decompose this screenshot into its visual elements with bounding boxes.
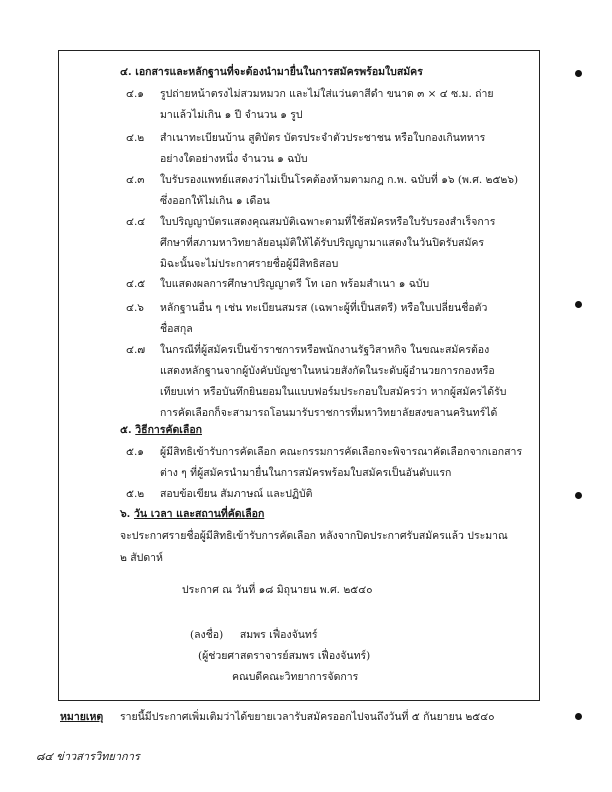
item-line: แสดงหลักฐานจากผู้บังคับบัญชาในหน่วยสังกัดในระดับผู้อำนวยการกองหรือ [160,365,495,377]
list-item [126,298,540,340]
list-item [126,212,540,275]
item-line: ในกรณีที่ผู้สมัครเป็นข้าราชการหรือพนักงานรัฐวิสาหกิจ ในขณะสมัครต้อง [160,344,490,356]
item-number: ๕.๑ [126,446,144,458]
item-line: มิฉะนั้นจะไม่ประกาศรายชื่อผู้มีสิทธิสอบ [160,258,339,270]
binder-hole-dot [575,713,582,720]
item-line: รูปถ่ายหน้าตรงไม่สวมหมวก และไม่ใส่แว่นตาสีดำ ขนาด ๓ × ๔ ซ.ม. ถ่าย [160,88,494,100]
binder-hole-dot [575,70,582,77]
section-title: วัน เวลา และสถานที่คัดเลือก [133,508,265,520]
section-6-paragraph-line: จะประกาศรายชื่อผู้มีสิทธิเข้ารับการคัดเลือก หลังจากปิดประกาศรับสมัครแล้ว ประมาณ [120,530,508,542]
section-number: ๔. [120,66,132,78]
section-4-heading [120,62,423,83]
item-number: ๕.๒ [126,488,145,500]
item-number: ๔.๕ [126,278,146,290]
item-line: ชื่อสกุล [160,323,193,335]
note-line [60,707,495,728]
note-text: รายนี้มีประกาศเพิ่มเติมว่าได้ขยายเวลารับสมัครออกไปจนถึงวันที่ ๕ กันยายน ๒๕๔๐ [119,711,495,723]
item-line: ผู้มีสิทธิเข้ารับการคัดเลือก คณะกรรมการคัดเลือกจะพิจารณาคัดเลือกจากเอกสาร [160,446,523,458]
list-item [126,128,540,170]
section-5-heading [120,420,202,441]
item-line: สำเนาทะเบียนบ้าน สูติบัตร บัตรประจำตัวประชาชน หรือใบกองเกินทหาร [160,132,486,144]
note-label: หมายเหตุ [60,711,104,723]
signer-full-name: (ผู้ช่วยศาสตราจารย์สมพร เฟื่องจันทร์) [198,650,371,662]
item-line: สอบข้อเขียน สัมภาษณ์ และปฏิบัติ [160,488,313,500]
section-6-heading [120,504,264,525]
list-item [126,442,540,484]
item-line: ใบปริญญาบัตรแสดงคุณสมบัติเฉพาะตามที่ใช้สมัครหรือใบรับรองสำเร็จการ [160,216,496,228]
binder-hole-dot [575,301,582,308]
list-item [126,274,540,295]
signature-line [190,625,317,646]
item-line: ใบรับรองแพทย์แสดงว่าไม่เป็นโรคต้องห้ามตามกฎ ก.พ. ฉบับที่ ๑๖ (พ.ศ. ๒๕๒๖) [160,174,519,186]
signer-position: คณบดีคณะวิทยาการจัดการ [232,671,359,683]
page-footer: ๘๔ ข่าวสารวิทยาการ [36,750,140,763]
item-line: ซึ่งออกให้ไม่เกิน ๑ เดือน [160,195,270,207]
item-line: มาแล้วไม่เกิน ๑ ปี จำนวน ๑ รูป [160,109,303,121]
item-line: ศึกษาที่สภามหาวิทยาลัยอนุมัติให้ได้รับปริญญามาแสดงในวันปิดรับสมัคร [160,237,485,249]
item-line: หลักฐานอื่น ๆ เช่น ทะเบียนสมรส (เฉพาะผู้ที่เป็นสตรี) หรือใบเปลี่ยนชื่อตัว [160,302,488,314]
item-line: เทียบเท่า หรือบันทึกยินยอมในแบบฟอร์มประกอบใบสมัครว่า หากผู้สมัครได้รับ [160,386,507,398]
item-number: ๔.๓ [126,174,145,186]
item-number: ๔.๒ [126,132,145,144]
section-title: วิธีการคัดเลือก [135,424,202,436]
list-item [126,340,540,424]
section-title: เอกสารและหลักฐานที่จะต้องนำมายื่นในการสมัครพร้อมใบสมัคร [135,66,423,78]
item-line: การคัดเลือกก็จะสามารถโอนมารับราชการที่มหาวิทยาลัยสงขลานครินทร์ได้ [160,407,498,419]
signed-label: (ลงชื่อ) [190,629,224,641]
signer-name: สมพร เฟื่องจันทร์ [239,629,318,641]
item-number: ๔.๑ [126,88,144,100]
binder-hole-dot [575,492,582,499]
item-line: ใบแสดงผลการศึกษาปริญญาตรี โท เอก พร้อมสำเนา ๑ ฉบับ [160,278,430,290]
section-number: ๕. [120,424,132,436]
section-6-paragraph-line: ๒ สัปดาห์ [120,552,163,564]
item-number: ๔.๗ [126,344,146,356]
announcement-date: ประกาศ ณ วันที่ ๑๘ มิถุนายน พ.ศ. ๒๕๔๐ [182,584,373,596]
list-item [126,484,540,505]
list-item [126,170,540,212]
item-number: ๔.๖ [126,302,144,314]
section-number: ๖. [120,508,131,520]
item-number: ๔.๔ [126,216,146,228]
list-item [126,84,540,126]
item-line: อย่างใดอย่างหนึ่ง จำนวน ๑ ฉบับ [160,153,308,165]
item-line: ต่าง ๆ ที่ผู้สมัครนำมายื่นในการสมัครพร้อมใบสมัครเป็นอันดับแรก [160,467,452,479]
